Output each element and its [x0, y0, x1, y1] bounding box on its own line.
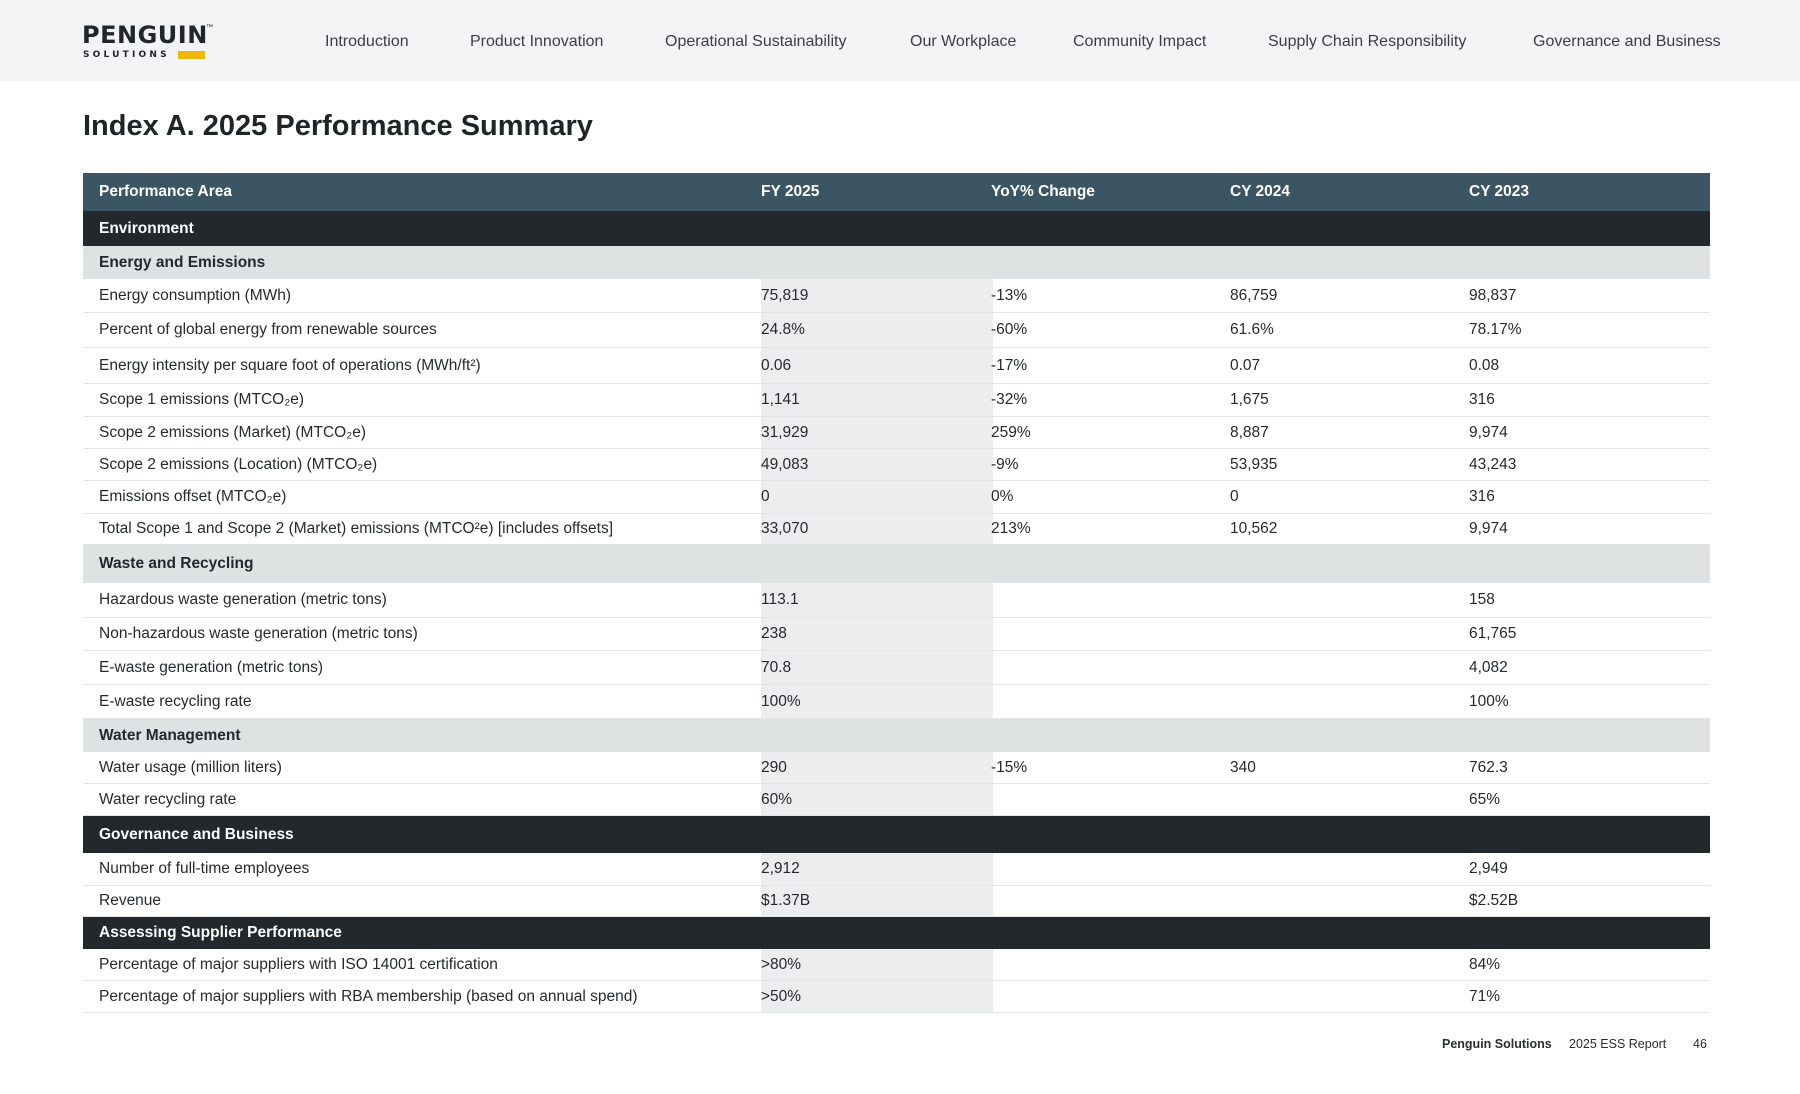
section-environment — [83, 211, 1710, 246]
table-row — [83, 514, 1710, 545]
table-row — [83, 853, 1710, 886]
fy2025-value: >80% — [761, 955, 802, 973]
fy2025-value: 0 — [761, 488, 770, 505]
yoy-value: -17% — [991, 356, 1028, 374]
footer-company: Penguin Solutions — [1442, 1037, 1552, 1051]
penguin-solutions-logo[interactable] — [82, 22, 212, 62]
row-label: Total Scope 1 and Scope 2 (Market) emissions (MTCO²e) [includes offsets] — [99, 520, 614, 537]
subsection-label: Energy and Emissions — [99, 253, 266, 271]
row-label: Energy intensity per square foot of operations (MWh/ft²) — [99, 356, 481, 374]
row-label: Scope 1 emissions (MTCO₂e) — [99, 391, 304, 408]
row-label: Hazardous waste generation (metric tons) — [99, 591, 387, 608]
yoy-value: 259% — [991, 423, 1031, 441]
cy2023-value: 71% — [1469, 987, 1501, 1005]
section-label: Environment — [99, 219, 194, 237]
row-label: Percent of global energy from renewable sources — [99, 321, 437, 338]
yoy-value — [991, 651, 1211, 684]
fy2025-value: 49,083 — [761, 455, 809, 473]
nav-community-impact[interactable]: Community Impact — [1073, 33, 1207, 50]
cy2023-value: 9,974 — [1469, 520, 1508, 537]
header-cy-2023: CY 2023 — [1469, 183, 1530, 200]
cy2023-value: 316 — [1469, 391, 1495, 408]
cy2023-value: 316 — [1469, 488, 1495, 505]
fy2025-value: 2,912 — [761, 860, 800, 877]
fy2025-value: 100% — [761, 692, 801, 710]
yoy-value — [991, 886, 1211, 916]
logo-accent-bar — [178, 51, 205, 59]
row-label: Number of full-time employees — [99, 860, 310, 877]
fy2025-value: 24.8% — [761, 321, 805, 338]
row-label: Scope 2 emissions (Market) (MTCO₂e) — [99, 423, 366, 441]
cy2024-value — [1230, 886, 1450, 916]
row-label: Percentage of major suppliers with RBA membership (based on annual spend) — [99, 987, 638, 1005]
cy2024-value: 10,562 — [1230, 520, 1278, 537]
cy2023-value: $2.52B — [1469, 892, 1519, 909]
cy2023-value: 78.17% — [1469, 321, 1522, 338]
cy2024-value: 1,675 — [1230, 391, 1269, 408]
cy2024-value: 340 — [1230, 758, 1256, 776]
nav-introduction[interactable]: Introduction — [325, 33, 409, 50]
cy2024-value: 0.07 — [1230, 356, 1261, 374]
nav-product-innovation[interactable]: Product Innovation — [470, 33, 604, 50]
cy2024-value: 53,935 — [1230, 455, 1278, 473]
cy2023-value: 762.3 — [1469, 758, 1508, 776]
header-fy-2025: FY 2025 — [761, 183, 820, 200]
fy2025-value: 1,141 — [761, 391, 800, 408]
section-governance-business — [83, 816, 1710, 853]
table-row — [83, 348, 1710, 384]
fy2025-value: 31,929 — [761, 423, 809, 441]
yoy-value: -60% — [991, 321, 1028, 338]
row-label: Scope 2 emissions (Location) (MTCO₂e) — [99, 455, 378, 473]
table-row — [83, 417, 1710, 449]
nav-governance-and-business[interactable]: Governance and Business — [1533, 33, 1721, 50]
yoy-value: -13% — [991, 286, 1028, 304]
cy2024-value: 8,887 — [1230, 423, 1269, 441]
cy2024-value: 61.6% — [1230, 321, 1274, 338]
subsection-energy-emissions — [83, 246, 1710, 279]
table-row — [83, 384, 1710, 417]
row-label: Emissions offset (MTCO₂e) — [99, 488, 287, 505]
yoy-value — [991, 784, 1211, 815]
yoy-value — [991, 949, 1211, 980]
cy2024-value — [1230, 583, 1450, 617]
cy2024-value: 0 — [1230, 488, 1239, 505]
nav-operational-sustainability[interactable]: Operational Sustainability — [665, 33, 847, 50]
section-supplier-performance — [83, 917, 1710, 949]
row-label: E-waste generation (metric tons) — [99, 658, 323, 676]
yoy-value: -15% — [991, 758, 1028, 776]
row-label: Non-hazardous waste generation (metric tons) — [99, 625, 418, 642]
logo-wordmark: PENGUIN — [82, 21, 208, 49]
subsection-label: Waste and Recycling — [99, 555, 254, 572]
cy2023-value: 4,082 — [1469, 658, 1508, 676]
cy2024-value — [1230, 784, 1450, 815]
fy2025-value: 0.06 — [761, 356, 792, 374]
fy2025-value: 33,070 — [761, 520, 809, 537]
table-header-row — [83, 173, 1710, 211]
nav-supply-chain-responsibility[interactable]: Supply Chain Responsibility — [1268, 33, 1467, 50]
header-cy-2024: CY 2024 — [1230, 183, 1291, 200]
table-row — [83, 313, 1710, 348]
row-label: Revenue — [99, 892, 162, 909]
logo-trademark: ™ — [206, 24, 213, 31]
cy2024-value — [1230, 651, 1450, 684]
yoy-value — [991, 981, 1211, 1012]
section-label: Assessing Supplier Performance — [99, 924, 342, 941]
fy2025-value: 70.8 — [761, 658, 792, 676]
fy2025-value: 75,819 — [761, 286, 809, 304]
subsection-waste-recycling — [83, 545, 1710, 583]
row-label: E-waste recycling rate — [99, 692, 252, 710]
fy2025-value: $1.37B — [761, 892, 811, 909]
cy2024-value: 86,759 — [1230, 286, 1278, 304]
yoy-value: 213% — [991, 520, 1031, 537]
table-row — [83, 981, 1710, 1013]
table-row — [83, 752, 1710, 784]
cy2023-value: 0.08 — [1469, 356, 1500, 374]
header-performance-area: Performance Area — [99, 183, 232, 200]
table-row — [83, 279, 1710, 313]
cy2024-value — [1230, 949, 1450, 980]
cy2023-value: 84% — [1469, 955, 1501, 973]
table-row — [83, 949, 1710, 981]
cy2023-value: 43,243 — [1469, 455, 1517, 473]
table-row — [83, 651, 1710, 685]
fy2025-value: 113.1 — [761, 591, 799, 608]
cy2024-value — [1230, 981, 1450, 1012]
table-row — [83, 449, 1710, 481]
header-yoy-change: YoY% Change — [991, 183, 1095, 200]
row-label: Water usage (million liters) — [99, 758, 282, 776]
yoy-value — [991, 853, 1211, 885]
fy2025-value: 290 — [761, 758, 787, 776]
table-row — [83, 481, 1710, 514]
cy2023-value: 2,949 — [1469, 860, 1508, 877]
cy2023-value: 98,837 — [1469, 286, 1517, 304]
cy2023-value: 61,765 — [1469, 625, 1517, 642]
cy2024-value — [1230, 618, 1450, 650]
row-label: Water recycling rate — [99, 790, 237, 808]
yoy-value — [991, 583, 1211, 617]
table-row — [83, 583, 1710, 618]
row-label: Energy consumption (MWh) — [99, 286, 292, 304]
nav-our-workplace[interactable]: Our Workplace — [910, 33, 1017, 50]
footer-page-number: 46 — [1693, 1037, 1707, 1051]
table-row — [83, 784, 1710, 816]
fy2025-value: 238 — [761, 625, 787, 642]
logo-subtitle: SOLUTIONS — [83, 50, 170, 60]
top-navigation-bar — [0, 0, 1800, 81]
cy2023-value: 100% — [1469, 692, 1509, 710]
fy2025-value: 60% — [761, 790, 793, 808]
row-label: Percentage of major suppliers with ISO 14001 certification — [99, 955, 498, 973]
yoy-value: -32% — [991, 391, 1028, 408]
cy2024-value — [1230, 685, 1450, 718]
page-title: Index A. 2025 Performance Summary — [83, 110, 593, 142]
subsection-water-management — [83, 719, 1710, 752]
yoy-value — [991, 685, 1211, 718]
footer-report-name: 2025 ESS Report — [1569, 1037, 1667, 1051]
yoy-value — [991, 618, 1211, 650]
cy2023-value: 158 — [1469, 591, 1495, 608]
cy2024-value — [1230, 853, 1450, 885]
yoy-value: 0% — [991, 488, 1014, 505]
table-row — [83, 685, 1710, 719]
subsection-label: Water Management — [99, 726, 241, 744]
section-label: Governance and Business — [99, 825, 294, 843]
fy2025-value: >50% — [761, 987, 802, 1005]
table-row — [83, 618, 1710, 651]
cy2023-value: 9,974 — [1469, 423, 1508, 441]
table-row — [83, 886, 1710, 917]
cy2023-value: 65% — [1469, 790, 1501, 808]
yoy-value: -9% — [991, 455, 1019, 473]
